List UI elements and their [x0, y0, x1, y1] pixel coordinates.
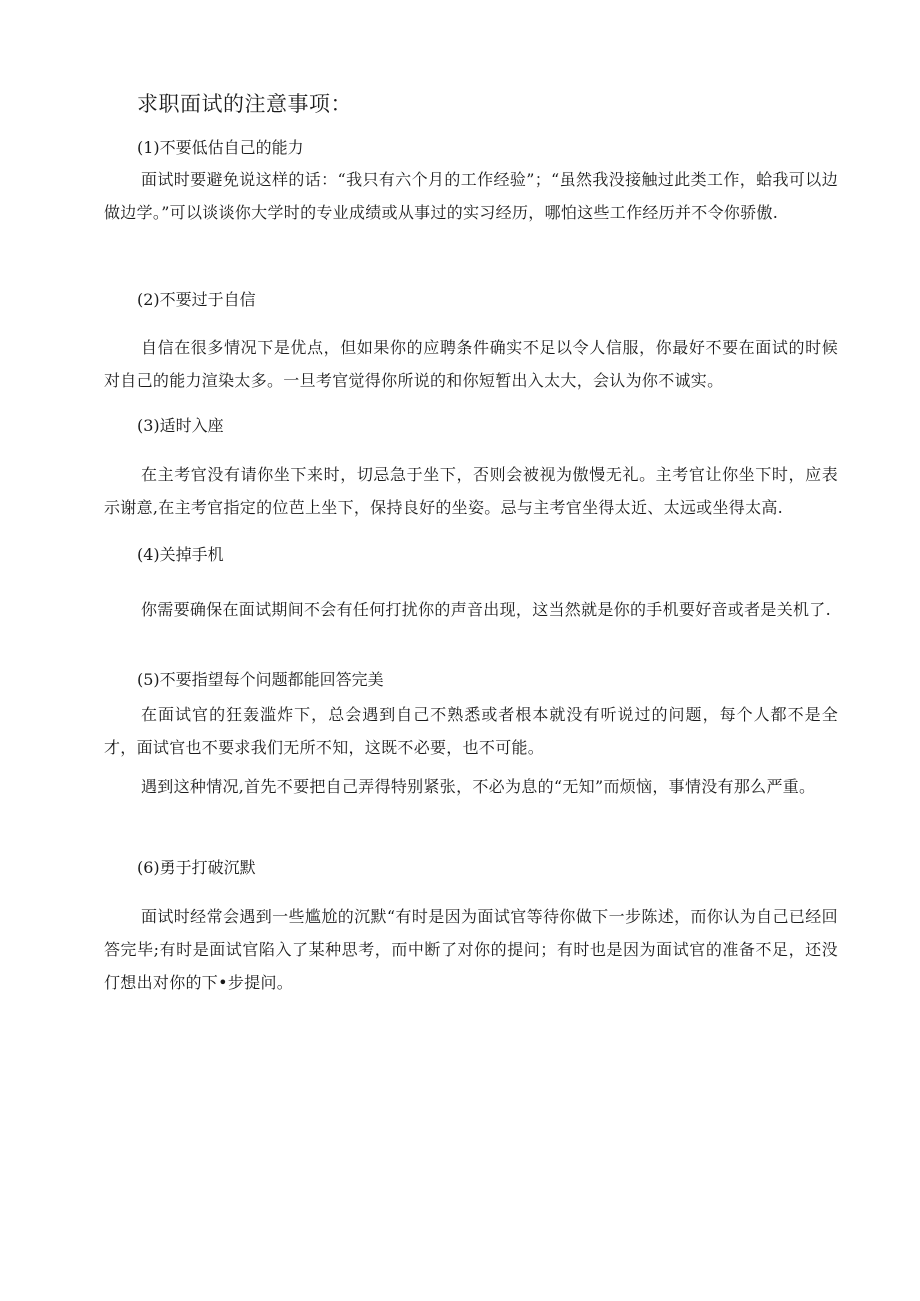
section-heading-5: (5)不要指望每个问题都能回答完美: [137, 670, 384, 689]
section-6-paragraph-1: 面试时经常会遇到一些尴尬的沉默“有时是因为面试官等待你做下一步陈述，而你认为自己已经回答完毕;有时是面试官陷入了某种思考，而中断了对你的提问；有时也是因为面试官的准备不足，还没仃想出对你的下•步提问。: [104, 907, 838, 992]
section-5-paragraph-2: 遇到这种情况,首先不要把自己弄得特别紧张，不必为息的“无知”而烦恼，事情没有那么严重。: [141, 777, 816, 796]
section-1-paragraph-1: 面试时要避免说这样的话：“我只有六个月的工作经验”；“虽然我没接触过此类工作，蛤我可以边做边学。”可以谈谈你大学时的专业成绩或从事过的实习经历，哪怕这些工作经历并不令你骄傲.: [104, 170, 838, 222]
section-2-paragraph-1: 自信在很多情况下是优点，但如果你的应聘条件确实不足以令人信服，你最好不要在面试的时候对自己的能力渲染太多。一旦考官觉得你所说的和你短暂出入太大，会认为你不诚实。: [104, 338, 838, 390]
page-title: 求职面试的注意事项：: [137, 92, 352, 116]
section-heading-6: (6)勇于打破沉默: [137, 858, 256, 877]
section-heading-1: (1)不要低估自己的能力: [137, 138, 304, 157]
section-heading-2: (2)不要过于自信: [137, 290, 256, 309]
section-heading-3: (3)适时入座: [137, 416, 224, 435]
section-4-paragraph-1: 你需要确保在面试期间不会有任何打扰你的声音出现，这当然就是你的手机要好音或者是关机了.: [141, 600, 831, 619]
section-5-paragraph-1: 在面试官的狂轰滥炸下，总会遇到自己不熟悉或者根本就没有听说过的问题，每个人都不是全才，面试官也不要求我们无所不知，这既不必要，也不可能。: [104, 705, 838, 757]
section-3-paragraph-1: 在主考官没有请你坐下来时，切忌急于坐下，否则会被视为傲慢无礼。主考官让你坐下时，应表示谢意,在主考官指定的位芭上坐下，保持良好的坐姿。忌与主考官坐得太近、太远或坐得太高.: [104, 465, 838, 517]
section-heading-4: (4)关掉手机: [137, 545, 224, 564]
